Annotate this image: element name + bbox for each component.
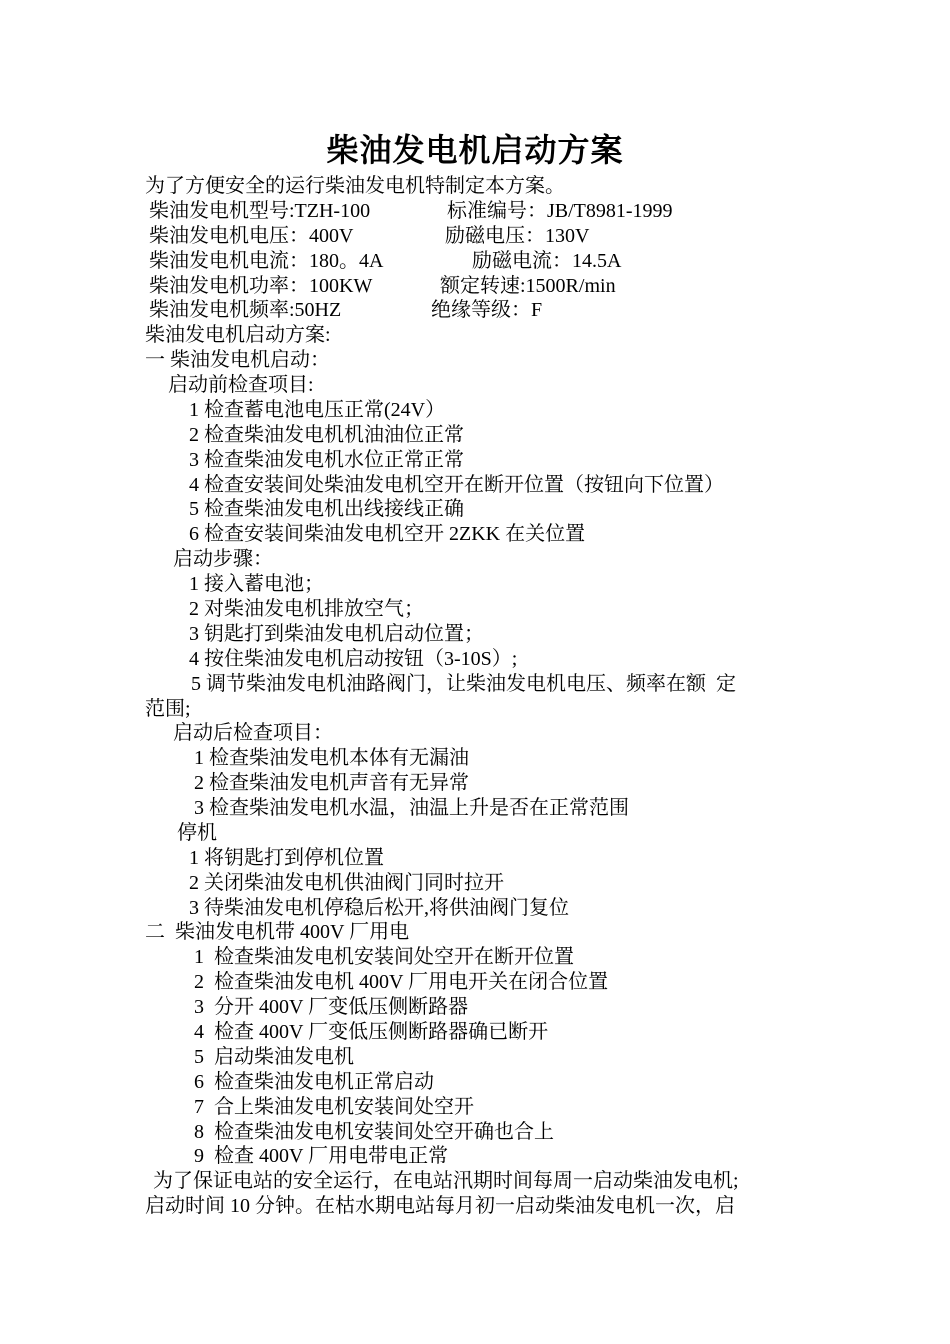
spec-frequency-label: 柴油发电机频率:50HZ: [149, 299, 342, 321]
precheck-item: 5 检查柴油发电机出线接线正确: [189, 498, 464, 520]
spec-voltage-label: 柴油发电机电压：400V: [149, 225, 354, 247]
precheck-item: 3 检查柴油发电机水位正常正常: [189, 449, 464, 471]
postcheck-item: 2 检查柴油发电机声音有无异常: [194, 772, 469, 794]
precheck-item: 2 检查柴油发电机机油油位正常: [189, 424, 464, 446]
section2-item: 8 检查柴油发电机安装间处空开确也合上: [194, 1121, 554, 1143]
spec-power-label: 柴油发电机功率：100KW: [149, 275, 373, 297]
section2-heading: 二 柴油发电机带 400V 厂用电: [145, 921, 410, 943]
postcheck-item: 3 检查柴油发电机水温，油温上升是否在正常范围: [194, 797, 629, 819]
step-item: 1 接入蓄电池；: [189, 573, 324, 595]
section2-item: 7 合上柴油发电机安装间处空开: [194, 1096, 474, 1118]
spec-frequency-value: 绝缘等级：F: [431, 299, 543, 321]
precheck-item: 1 检查蓄电池电压正常(24V）: [189, 399, 446, 421]
section2-item: 2 检查柴油发电机 400V 厂用电开关在闭合位置: [194, 971, 609, 993]
section2-item: 1 检查柴油发电机安装间处空开在断开位置: [194, 946, 574, 968]
plan-heading: 柴油发电机启动方案:: [145, 324, 331, 346]
spec-voltage-value: 励磁电压：130V: [445, 225, 590, 247]
spec-current-value: 励磁电流：14.5A: [472, 250, 622, 272]
precheck-item: 6 检查安装间柴油发电机空开 2ZKK 在关位置: [189, 523, 586, 545]
closing-paragraph-line2: 启动时间 10 分钟。在枯水期电站每月初一启动柴油发电机一次，启: [145, 1195, 735, 1217]
step-item: 2 对柴油发电机排放空气；: [189, 598, 424, 620]
section2-item: 4 检查 400V 厂变低压侧断路器确已断开: [194, 1021, 549, 1043]
section1-heading: 一 柴油发电机启动：: [145, 349, 330, 371]
steps-heading: 启动步骤：: [173, 548, 273, 570]
section2-item: 6 检查柴油发电机正常启动: [194, 1071, 434, 1093]
spec-model-label: 柴油发电机型号:TZH-100: [149, 200, 371, 222]
section2-item: 3 分开 400V 厂变低压侧断路器: [194, 996, 469, 1018]
intro-text: 为了方便安全的运行柴油发电机特制定本方案。: [145, 175, 565, 197]
section2-item: 9 检查 400V 厂用电带电正常: [194, 1145, 449, 1167]
step-item-continued: 范围;: [145, 698, 191, 720]
precheck-item: 4 检查安装间处柴油发电机空开在断开位置（按钮向下位置）: [189, 474, 724, 496]
stop-heading: 停机: [177, 822, 217, 844]
spec-model-value: 标准编号：JB/T8981-1999: [447, 200, 673, 222]
section2-item: 5 启动柴油发电机: [194, 1046, 354, 1068]
spec-power-value: 额定转速:1500R/min: [440, 275, 616, 297]
precheck-heading: 启动前检查项目:: [168, 374, 314, 396]
step-item: 3 钥匙打到柴油发电机启动位置；: [189, 623, 484, 645]
stop-item: 3 待柴油发电机停稳后松开,将供油阀门复位: [189, 897, 569, 919]
step-item: 4 按住柴油发电机启动按钮（3-10S）;: [189, 648, 518, 670]
postcheck-item: 1 检查柴油发电机本体有无漏油: [194, 747, 469, 769]
step-item: 5 调节柴油发电机油路阀门，让柴油发电机电压、频率在额 定: [191, 673, 736, 695]
document-title: 柴油发电机启动方案: [326, 131, 624, 169]
spec-current-label: 柴油发电机电流：180。4A: [149, 250, 384, 272]
stop-item: 1 将钥匙打到停机位置: [189, 847, 384, 869]
stop-item: 2 关闭柴油发电机供油阀门同时拉开: [189, 872, 504, 894]
postcheck-heading: 启动后检查项目：: [173, 722, 333, 744]
closing-paragraph-line1: 为了保证电站的安全运行，在电站汛期时间每周一启动柴油发电机;: [153, 1170, 739, 1192]
